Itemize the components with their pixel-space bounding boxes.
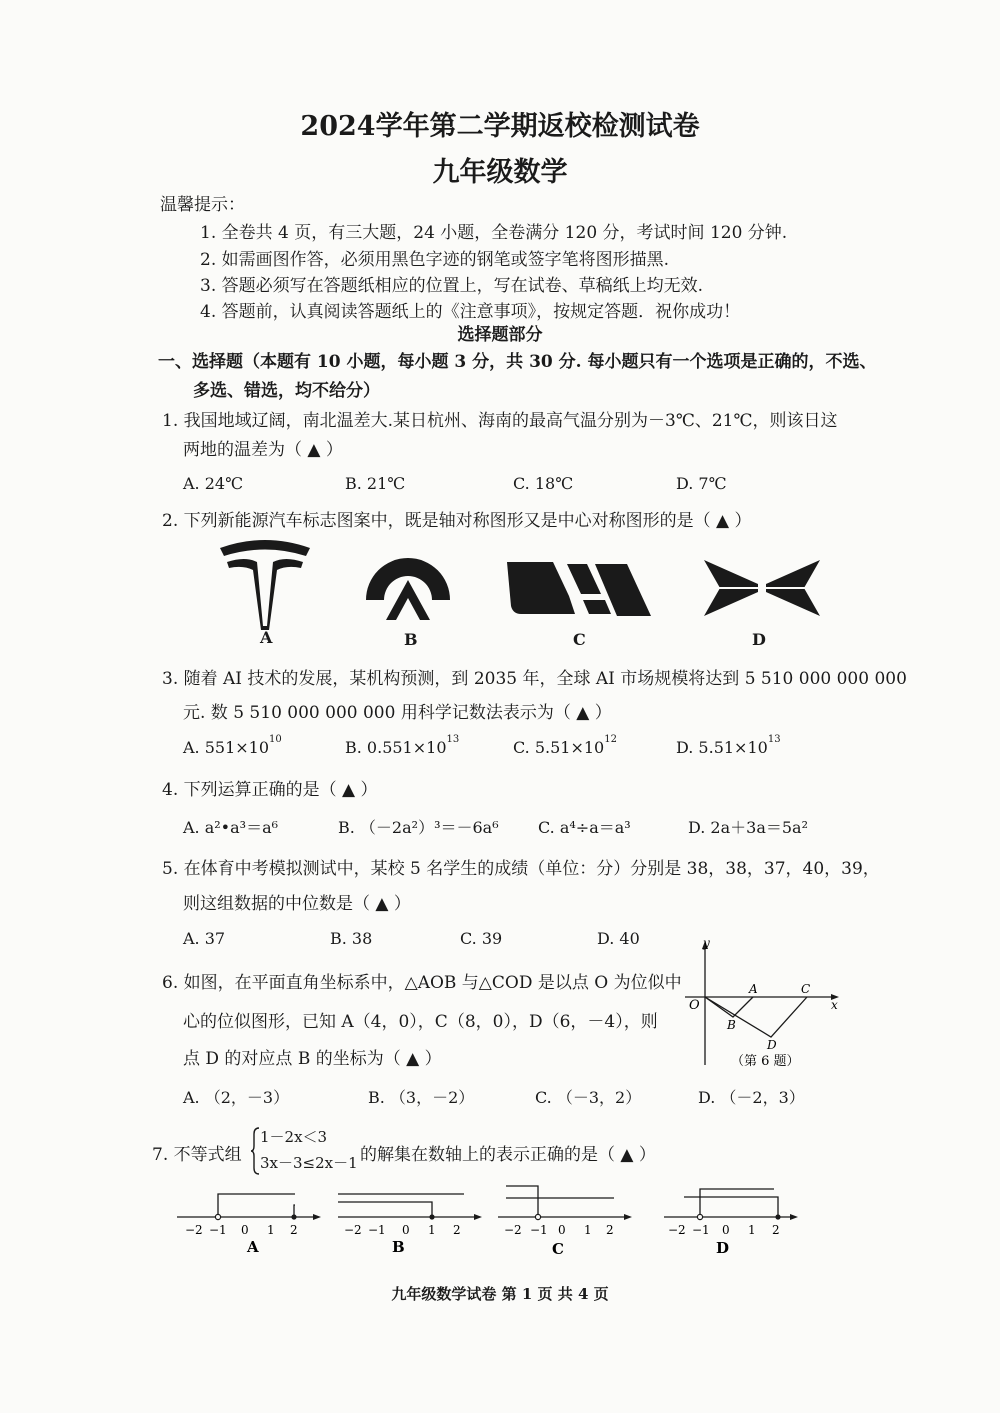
q1-line2: 两地的温差为（ ▲ ）	[183, 440, 343, 460]
q4-text: 4. 下列运算正确的是（ ▲ ）	[162, 780, 378, 800]
section1-line1: 一、选择题（本题有 10 小题，每小题 3 分，共 30 分. 每小题只有一个选项是正确的，不选、	[158, 352, 877, 372]
q3-line2: 元. 数 5 510 000 000 000 用科学记数法表示为（ ▲ ）	[183, 703, 612, 723]
tick-label: 0	[722, 1223, 730, 1237]
q6-option-a: A. （2，－3）	[183, 1088, 290, 1107]
tick-label: −2	[185, 1223, 203, 1237]
q7-label-a: A	[247, 1238, 259, 1256]
q3-option-c: C. $5.51\times 10^{12}$	[513, 734, 617, 757]
logo-b-image	[362, 540, 454, 628]
q6-fig-label: B	[727, 1018, 736, 1032]
q4-option-d: D. 2a＋3a＝5a²	[688, 818, 809, 837]
q6-option-d: D. （－2，3）	[698, 1088, 805, 1107]
q5-line1: 5. 在体育中考模拟测试中，某校 5 名学生的成绩（单位：分）分别是 38，38，37，40，39，	[162, 859, 880, 879]
q5-option-c: C. 39	[460, 929, 503, 948]
q2-label-b: B	[404, 630, 418, 649]
q2-label-d: D	[752, 630, 766, 649]
page-subtitle: 九年级数学	[432, 157, 568, 188]
tip-item: 3. 答题必须写在答题纸相应的位置上，写在试卷、草稿纸上均无效.	[200, 276, 704, 296]
tick-label: 1	[428, 1223, 436, 1237]
q6-line1: 6. 如图，在平面直角坐标系中，△AOB 与△COD 是以点 O 为位似中	[162, 973, 682, 993]
tick-label: −1	[692, 1223, 710, 1237]
q5-line2: 则这组数据的中位数是（ ▲ ）	[183, 894, 411, 914]
numberline-a	[175, 1186, 325, 1256]
page-title: 2024学年第二学期返校检测试卷	[300, 111, 700, 142]
tick-label: −2	[504, 1223, 522, 1237]
q6-fig-label: O	[689, 998, 700, 1013]
q6-fig-label: C	[801, 982, 811, 996]
q6-line3: 点 D 的对应点 B 的坐标为（ ▲ ）	[183, 1049, 442, 1069]
page-footer: 九年级数学试卷 第 1 页 共 4 页	[391, 1285, 609, 1303]
q6-fig-label: D	[767, 1038, 777, 1052]
q1-line1: 1. 我国地域辽阔，南北温差大.某日杭州、海南的最高气温分别为－3℃、21℃，则该日这	[162, 411, 838, 431]
section-title: 选择题部分	[457, 325, 543, 345]
logo-a-image	[215, 538, 315, 630]
tips-heading: 温馨提示：	[160, 195, 245, 215]
q1-option-b: B. 21℃	[345, 474, 406, 493]
tick-label: 1	[748, 1223, 756, 1237]
tip-item: 4. 答题前，认真阅读答题纸上的《注意事项》，按规定答题．祝你成功！	[200, 302, 741, 322]
tip-item: 1. 全卷共 4 页，有三大题，24 小题，全卷满分 120 分，考试时间 120 分钟.	[200, 223, 788, 243]
tick-label: 2	[290, 1223, 298, 1237]
q6-option-c: C. （－3，2）	[535, 1088, 642, 1107]
logo-d-image	[702, 556, 822, 620]
q4-option-a: A. a²•a³＝a⁶	[183, 818, 279, 837]
q4-option-c: C. a⁴÷a＝a³	[538, 818, 631, 837]
q6-fig-caption: （第 6 题）	[731, 1054, 800, 1069]
brace-icon	[250, 1126, 260, 1176]
tick-label: −1	[368, 1223, 386, 1237]
q6-line2: 心的位似图形，已知 A（4，0），C（8，0），D（6，－4），则	[183, 1012, 658, 1032]
tick-label: −1	[209, 1223, 227, 1237]
q1-option-c: C. 18℃	[513, 474, 574, 493]
tip-item: 2. 如需画图作答，必须用黑色字迹的钢笔或签字笔将图形描黑.	[200, 250, 670, 270]
q7-label-d: D	[716, 1239, 730, 1257]
q6-fig-label: A	[749, 982, 758, 996]
section1-line2: 多选、错选，均不给分）	[193, 381, 380, 401]
tick-label: −1	[530, 1223, 548, 1237]
tick-label: −2	[668, 1223, 686, 1237]
q7-prefix: 7. 不等式组	[152, 1145, 242, 1165]
q5-option-d: D. 40	[597, 929, 640, 948]
q3-option-a: A. $551\times 10^{10}$	[183, 734, 282, 757]
tick-label: −2	[344, 1223, 362, 1237]
q2-label-c: C	[573, 630, 586, 649]
numberline-b	[336, 1186, 486, 1256]
tick-label: 2	[453, 1223, 461, 1237]
q3-option-d: D. $5.51\times 10^{13}$	[676, 734, 781, 757]
q6-figure	[675, 935, 845, 1075]
q7-label-b: B	[392, 1238, 405, 1256]
q5-option-b: B. 38	[330, 929, 373, 948]
tick-label: 0	[558, 1223, 566, 1237]
q6-fig-label: y	[703, 936, 710, 950]
q7-ineq1: 1－2x＜3	[260, 1128, 328, 1146]
q1-option-d: D. 7℃	[676, 474, 727, 493]
numberline-c	[496, 1180, 646, 1256]
q1-option-a: A. 24℃	[183, 474, 243, 493]
q3-line1: 3. 随着 AI 技术的发展，某机构预测，到 2035 年，全球 AI 市场规模将达到 5 510 000 000 000	[162, 669, 907, 689]
q7-label-c: C	[552, 1240, 564, 1256]
tick-label: 2	[606, 1223, 614, 1237]
q2-text: 2. 下列新能源汽车标志图案中，既是轴对称图形又是中心对称图形的是（ ▲ ）	[162, 511, 752, 531]
tick-label: 1	[584, 1223, 592, 1237]
q7-ineq2: 3x－3≤2x－1	[260, 1154, 358, 1172]
q6-fig-label: x	[831, 998, 838, 1012]
tick-label: 0	[241, 1223, 249, 1237]
tick-label: 0	[402, 1223, 410, 1237]
q2-label-a: A	[260, 628, 273, 647]
q6-option-b: B. （3，－2）	[368, 1088, 475, 1107]
tick-label: 1	[267, 1223, 275, 1237]
logo-c-image	[505, 556, 655, 626]
q7-suffix: 的解集在数轴上的表示正确的是（ ▲ ）	[360, 1145, 656, 1165]
q5-option-a: A. 37	[183, 929, 226, 948]
q3-option-b: B. $0.551\times 10^{13}$	[345, 734, 460, 757]
tick-label: 2	[772, 1223, 780, 1237]
q4-option-b: B. （－2a²）³＝－6a⁶	[338, 818, 499, 837]
numberline-d	[662, 1183, 812, 1259]
